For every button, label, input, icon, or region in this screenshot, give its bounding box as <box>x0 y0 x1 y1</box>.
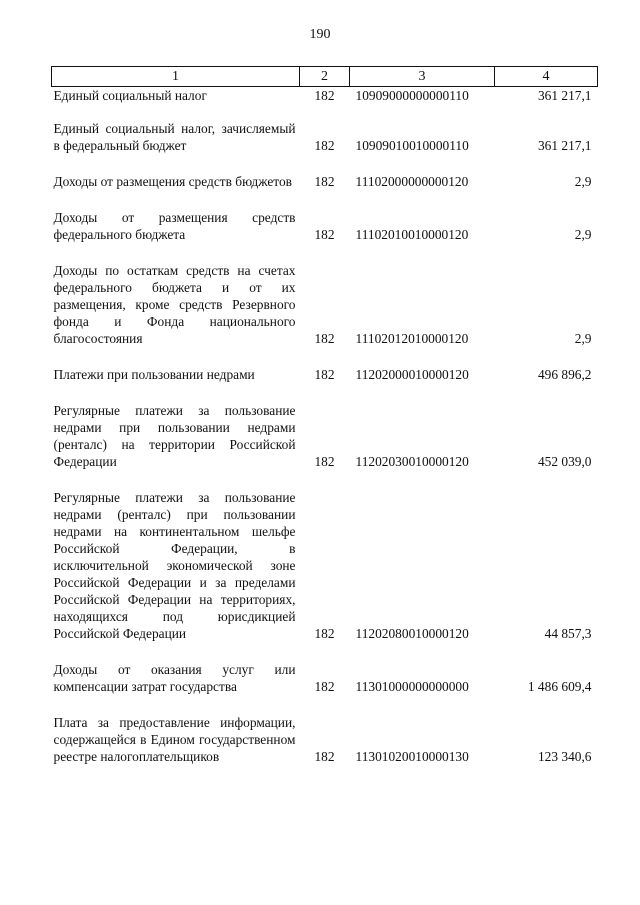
administrator-code: 182 <box>314 679 335 694</box>
revenue-name: Регулярные платежи за пользование недрами при пользовании недрами (ренталс) на территории Российской Федерации <box>53 403 296 469</box>
table-row <box>52 262 598 366</box>
revenue-name: Единый социальный налог <box>53 88 207 103</box>
budget-classification-code: 11202080010000120 <box>355 626 469 641</box>
budget-revenue-table <box>51 66 598 765</box>
table-row <box>52 402 598 489</box>
revenue-name: Доходы от оказания услуг или компенсации затрат государства <box>53 662 296 694</box>
administrator-code: 182 <box>314 749 335 764</box>
budget-classification-code: 11301000000000000 <box>355 679 469 694</box>
table-row <box>52 661 598 714</box>
page-number: 190 <box>309 27 331 42</box>
table-row <box>52 209 598 262</box>
table-row <box>52 489 598 661</box>
amount: 1 486 609,4 <box>527 679 592 694</box>
revenue-name: Регулярные платежи за пользование недрами (ренталс) при пользовании недрами на континентальном шельфе Российской Федерации, в исключительной экономической зоне Российской Федерации и за пределами Российской Федерации на территориях, находящихся под юрисдикцией Российской Федерации <box>53 490 296 641</box>
table-body <box>52 87 598 766</box>
table-row <box>52 120 598 173</box>
revenue-name: Доходы от размещения средств бюджетов <box>53 174 292 189</box>
administrator-code: 182 <box>314 331 335 346</box>
column-header-1: 1 <box>52 67 300 87</box>
table-row <box>52 87 598 121</box>
administrator-code: 182 <box>314 138 335 153</box>
administrator-code: 182 <box>314 227 335 242</box>
budget-classification-code: 10909010010000110 <box>355 138 469 153</box>
amount: 452 039,0 <box>537 454 592 469</box>
administrator-code: 182 <box>314 454 335 469</box>
table-row <box>52 714 598 765</box>
budget-classification-code: 11102012010000120 <box>355 331 469 346</box>
revenue-name: Доходы от размещения средств федерального бюджета <box>53 210 296 242</box>
column-header-3: 3 <box>350 67 495 87</box>
administrator-code: 182 <box>314 367 335 382</box>
amount: 361 217,1 <box>537 138 592 153</box>
amount: 44 857,3 <box>544 626 592 641</box>
table-row <box>52 173 598 209</box>
header-row <box>52 67 598 87</box>
administrator-code: 182 <box>314 626 335 641</box>
revenue-name: Единый социальный налог, зачисляемый в федеральный бюджет <box>53 121 296 153</box>
revenue-name: Платежи при пользовании недрами <box>53 367 255 382</box>
amount: 123 340,6 <box>537 749 592 764</box>
budget-classification-code: 11202000010000120 <box>355 367 469 382</box>
table-header <box>52 67 598 87</box>
budget-classification-code: 11102010010000120 <box>355 227 469 242</box>
amount: 2,9 <box>574 174 592 189</box>
amount: 361 217,1 <box>537 88 592 103</box>
table-row <box>52 366 598 402</box>
amount: 496 896,2 <box>537 367 592 382</box>
column-header-4: 4 <box>495 67 598 87</box>
revenue-name: Доходы по остаткам средств на счетах федерального бюджета и от их размещения, кроме средств Резервного фонда и Фонда национального благосостояния <box>53 263 296 346</box>
column-header-2: 2 <box>300 67 350 87</box>
budget-classification-code: 11102000000000120 <box>355 174 469 189</box>
budget-classification-code: 11202030010000120 <box>355 454 469 469</box>
revenue-name: Плата за предоставление информации, содержащейся в Едином государственном реестре налогоплательщиков <box>53 715 296 764</box>
amount: 2,9 <box>574 331 592 346</box>
budget-classification-code: 10909000000000110 <box>355 88 469 103</box>
administrator-code: 182 <box>314 88 335 103</box>
administrator-code: 182 <box>314 174 335 189</box>
amount: 2,9 <box>574 227 592 242</box>
budget-classification-code: 11301020010000130 <box>355 749 469 764</box>
